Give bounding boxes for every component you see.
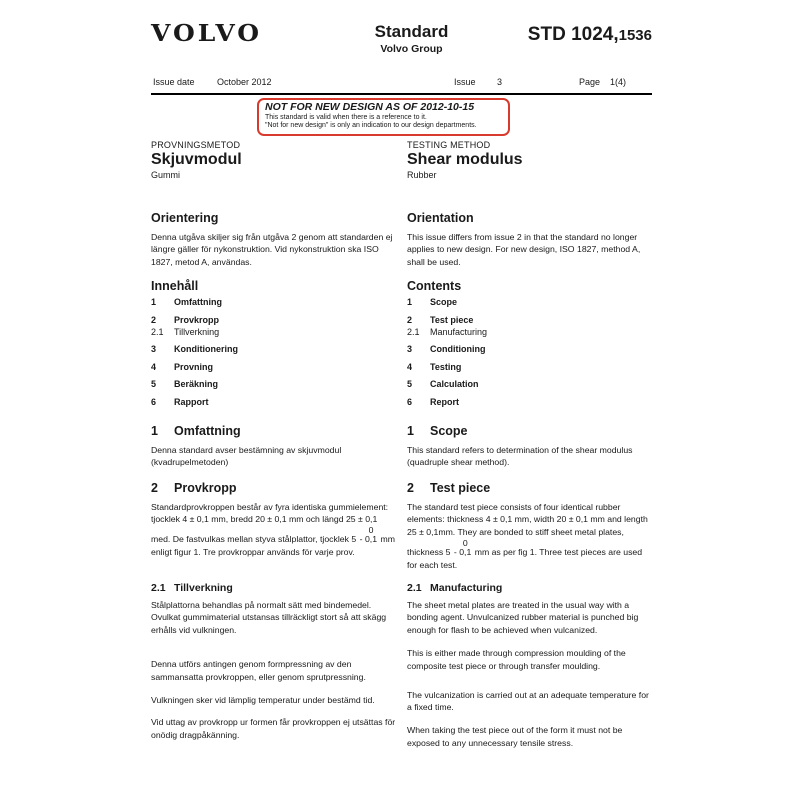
toc-item: 6 Report [407,396,459,407]
en-manufacturing-heading: 2.1 Manufacturing [407,581,503,594]
en-orientation-heading: Orientation [407,211,474,226]
notice-line-2: "Not for new design" is only an indication to our design departments. [265,122,477,130]
toc-item: 4 Testing [407,361,462,372]
page-value: 1(4) [610,76,627,87]
sv-subtitle: Gummi [151,170,180,181]
issue-date-label: Issue date [153,76,195,87]
en-kicker: TESTING METHOD [407,139,491,150]
toc-item: 2 Provkropp [151,314,220,325]
sv-title: Skjuvmodul [151,150,242,168]
toc-item: 3 Conditioning [407,344,486,355]
en-testpiece-paragraph: The standard test piece consists of four identical rubber elements: thickness 4 ± 0,1 mm, width 20 ± 0,1 mm and length 25 ± 0,1mm. They are bonded to stiff sheet metal plates, thickness 5 0 - 0,1 mm as per fig 1. Three test pieces are used for each test. [407,501,648,570]
header-rule [151,93,652,95]
paragraph: Vulkningen sker vid lämplig temperatur under bestämd tid. [151,694,375,705]
notice-line-1: This standard is valid when there is a reference to it. [265,113,427,121]
toc-item: 2 Test piece [407,314,474,325]
en-orientation-paragraph: This issue differs from issue 2 in that the standard no longer applies to new design. For new design, ISO 1827, method A, shall be used. [407,231,641,268]
en-scope-heading: 1 Scope [407,424,468,439]
en-title: Shear modulus [407,150,523,168]
issue-meta-row [151,77,652,89]
toc-item: 5 Beräkning [151,379,219,390]
toc-item: 3 Konditionering [151,344,238,355]
sv-manufacturing-heading: 2.1 Tillverkning [151,581,233,594]
sv-manufacturing-paragraphs [151,599,396,750]
volvo-logo: VOLVO [151,20,263,47]
en-contents-heading: Contents [407,278,462,293]
en-scope-paragraph: This standard refers to determination of the shear modulus (quadruple shear method). [407,444,633,468]
en-testpiece-heading: 2 Test piece [407,481,491,496]
sv-contents-list [151,297,396,414]
sv-contents-heading: Innehåll [151,278,199,293]
sv-orientation-heading: Orientering [151,211,219,226]
page-content [151,20,652,750]
en-subtitle: Rubber [407,170,437,181]
toc-item: 4 Provning [151,361,214,372]
sv-scope-heading: 1 Omfattning [151,424,241,439]
paragraph: Stålplattorna behandlas på normalt sätt med bindemedel. Ovulkat gummimaterial utstansas tillräckligt stort så att skägg erhålls vid vulkningen. [151,599,387,636]
std-number-suffix: 1536 [618,27,652,44]
bilingual-body [151,140,652,750]
doc-type-title: Standard [374,22,449,41]
sv-testpiece-heading: 2 Provkropp [151,481,237,496]
issue-label: Issue [454,76,476,87]
paragraph: This is either made through compression moulding of the composite test piece or through transfer moulding. [407,648,626,671]
sv-kicker: PROVNINGSMETOD [151,139,241,150]
tolerance-stack: 0 - 0,1 [453,538,472,558]
sv-orientation-paragraph: Denna utgåva skiljer sig från utgåva 2 genom att standarden ej längre gäller för nykonstruktion. Vid nykonstruktion ska ISO 1827, metod A, användas. [151,231,393,268]
toc-item: 5 Calculation [407,379,479,390]
not-for-new-design-notice [257,98,510,136]
toc-item: 1 Omfattning [151,297,222,308]
toc-item: 1 Scope [407,297,458,308]
toc-item: 6 Rapport [151,396,209,407]
document-header [151,20,652,55]
std-number [492,20,652,46]
tolerance-stack: 0 - 0,1 [359,525,378,545]
org-name: Volvo Group [380,42,443,55]
paragraph: The vulcanization is carried out at an adequate temperature for a fixed time. [407,689,649,713]
paragraph: Vid uttag av provkropp ur formen får provkroppen ej utsättas för onödig dragpåkänning. [151,717,396,741]
sv-scope-paragraph: Denna standard avser bestämning av skjuvmodul (kvadrupelmetoden) [151,444,342,468]
toc-item: 2.1 Tillverkning [151,326,220,337]
issue-value: 3 [497,76,503,87]
notice-title: NOT FOR NEW DESIGN AS OF 2012-10-15 [265,100,475,113]
page-label: Page [579,76,601,87]
header-center [331,20,492,55]
en-manufacturing-paragraphs [407,599,652,750]
paragraph: Denna utförs antingen genom formpressning av den sammansatta provkroppen, eller genom sprutpressning. [151,659,366,682]
issue-date-value: October 2012 [217,76,272,87]
paragraph: The sheet metal plates are treated in the usual way with a bonding agent. Unvulcanized rubber material is punched big enough for flash to be achieved when vulcanized. [407,599,639,636]
sv-testpiece-paragraph: Standardprovkroppen består av fyra identiska gummielement: tjocklek 4 ± 0,1 mm, bredd 20 ± 0,1 mm och längd 25 ± 0,1 med. De fastvulkas mellan styva stålplattor, tjocklek 5 0 - 0,1 mm enligt figur 1. Tre provkroppar används för varje prov. [151,501,395,558]
toc-item: 2.1 Manufacturing [407,326,488,337]
paragraph: When taking the test piece out of the form it must not be exposed to any unnecessary tensile stress. [407,725,623,749]
std-number-main: STD 1024, [527,24,619,45]
en-contents-list [407,297,652,414]
